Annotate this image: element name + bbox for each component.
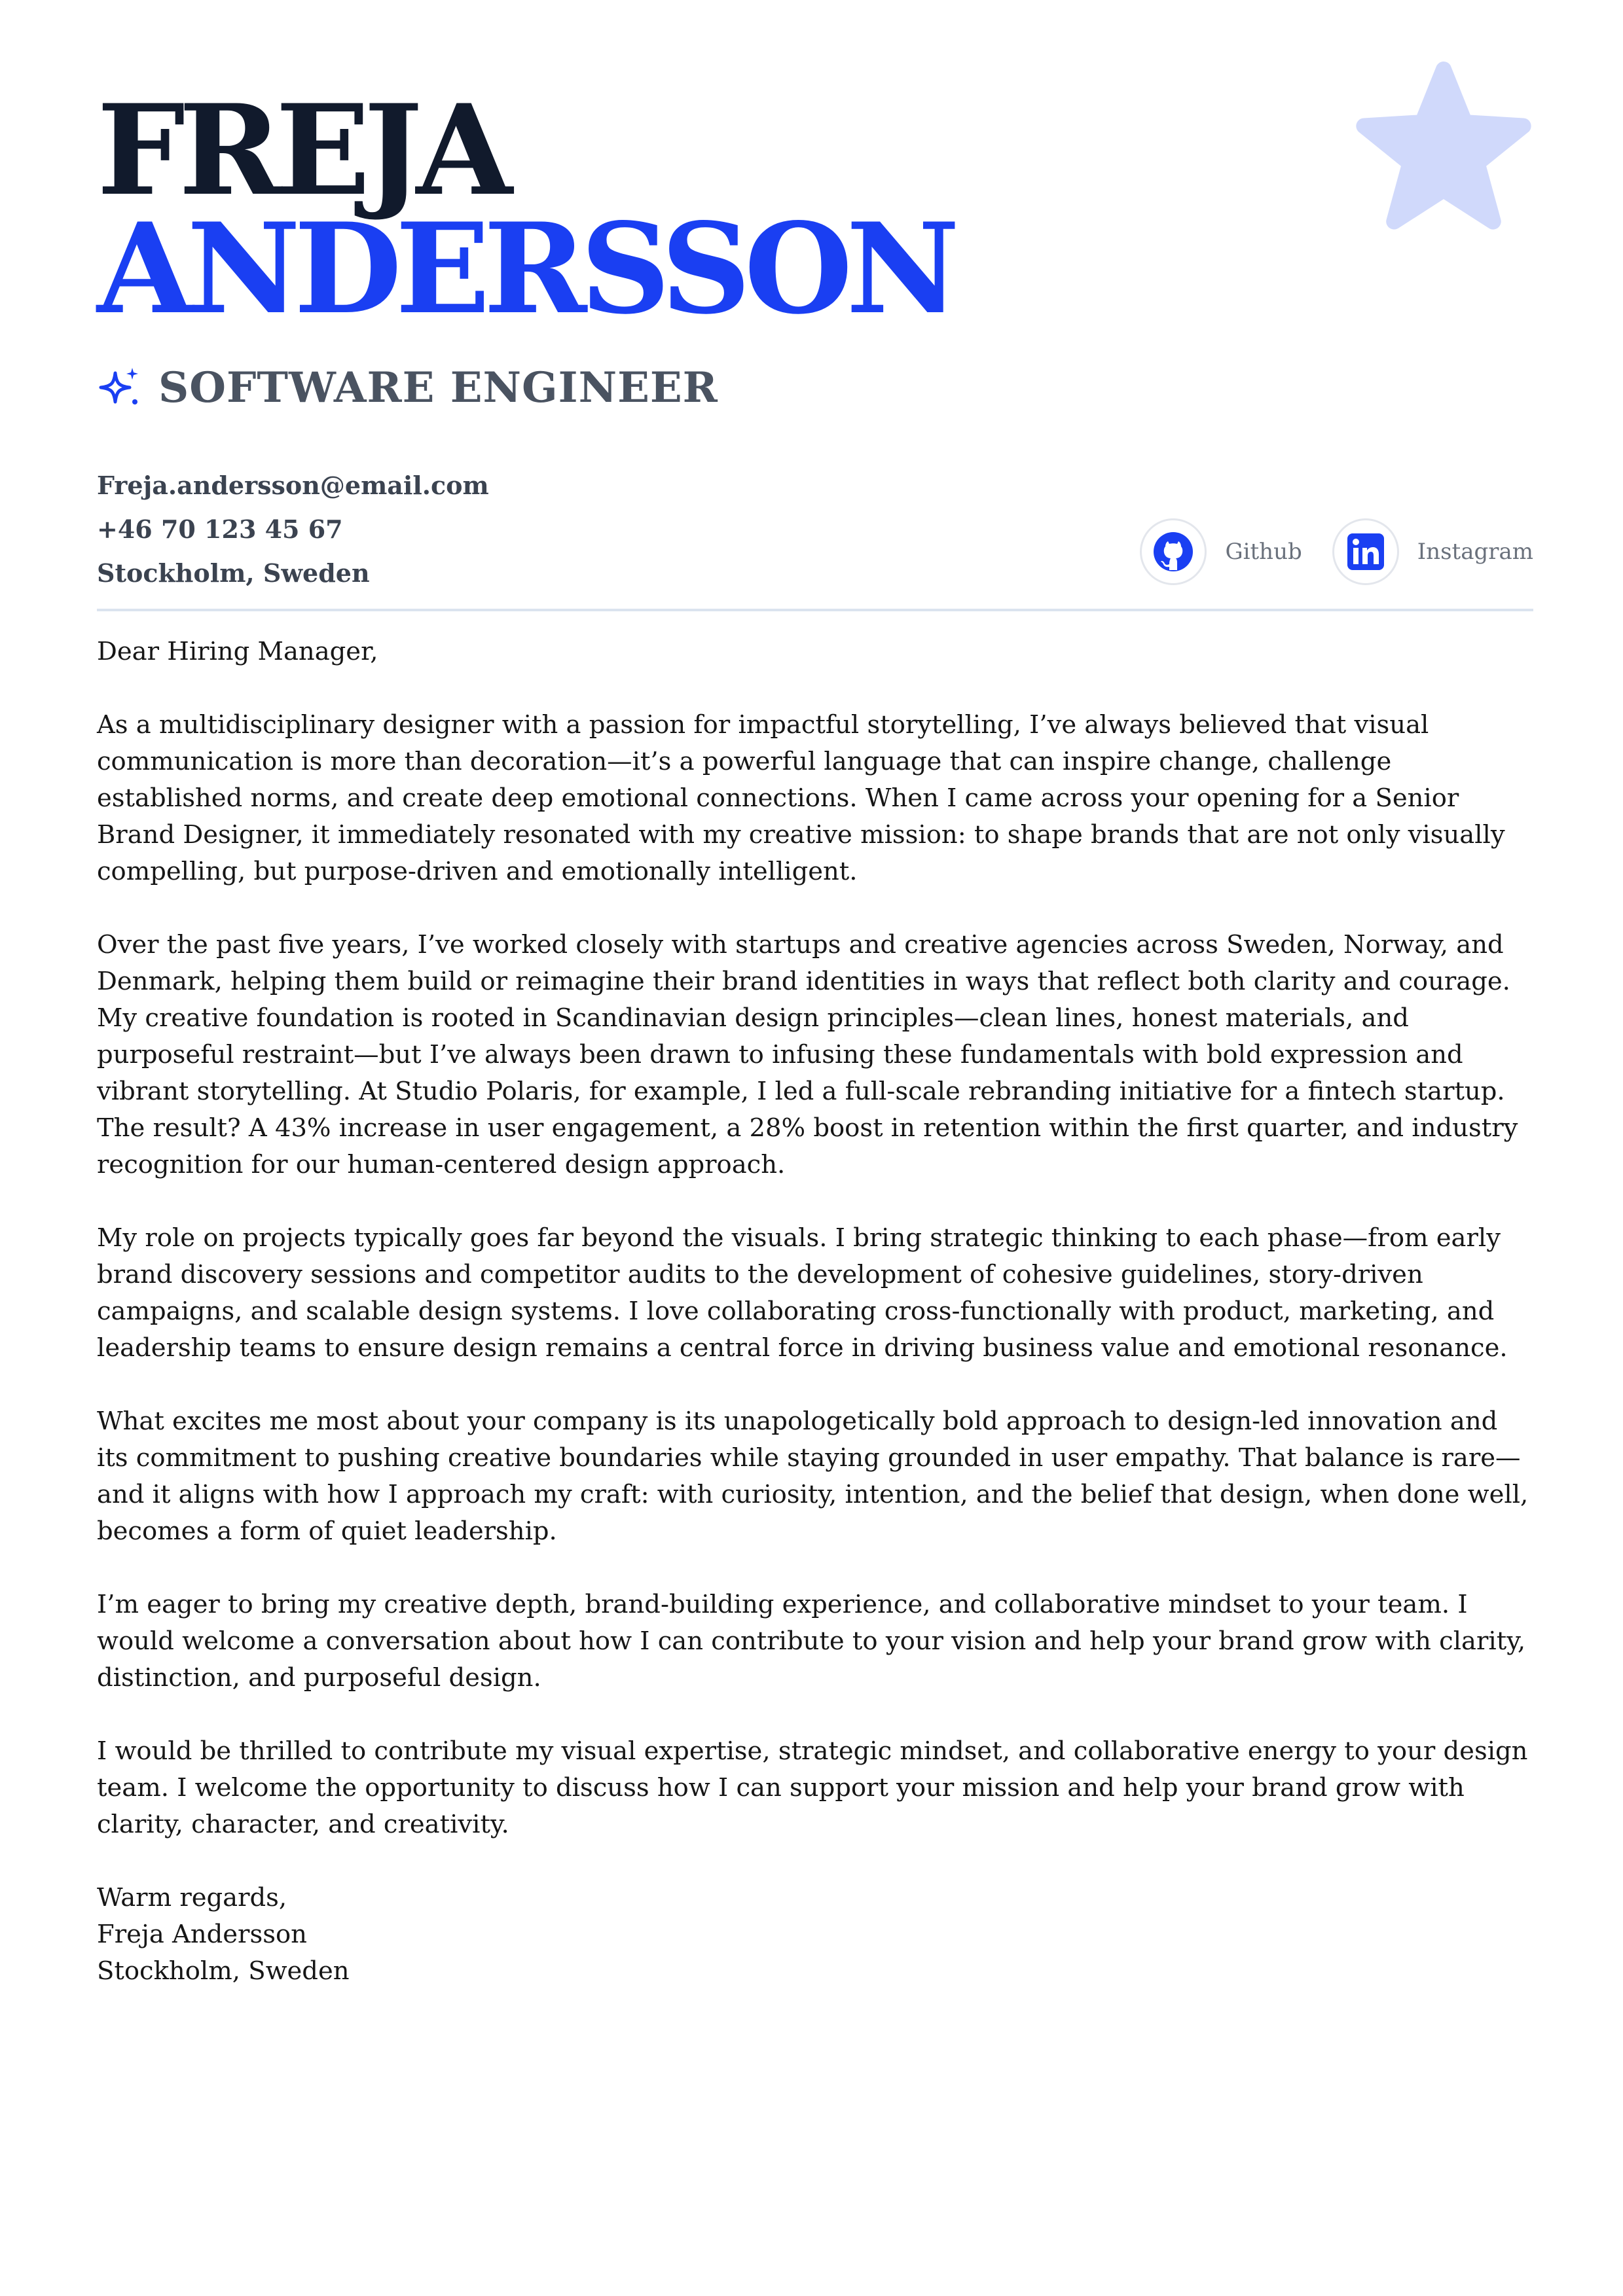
paragraph-1: As a multidisciplinary designer with a passion for impactful storytelling, I’ve always believed that visual communication is more than decoration—it’s a powerful language that can inspire change, challenge established norms, and create deep emotional connections. When I came across your opening for a Senior Brand Designer, it immediately resonated with my creative mission: to shape brands that are not only visually compelling, but purpose-driven and emotionally intelligent.	[97, 710, 1505, 886]
contact-info	[97, 463, 489, 595]
email-address[interactable]: Freja.andersson@email.com	[97, 471, 489, 500]
sparkle-icon	[97, 365, 143, 411]
paragraph-3: My role on projects typically goes far beyond the visuals. I bring strategic thinking to each phase—from early brand discovery sessions and competitor audits to the development of cohesive guidelines, story-driven campaigns, and scalable design systems. I love collaborating cross-functionally with product, marketing, and leadership teams to ensure design remains a central force in driving business value and emotional resonance.	[97, 1223, 1508, 1363]
github-icon	[1152, 531, 1194, 573]
job-title-row	[97, 363, 718, 412]
paragraph-6: I would be thrilled to contribute my visual expertise, strategic mindset, and collaborative energy to your design team. I welcome the opportunity to discuss how I can support your mission and help your brand grow with clarity, character, and creativity.	[97, 1736, 1528, 1839]
github-label[interactable]: Github	[1225, 539, 1302, 565]
linkedin-icon	[1346, 532, 1385, 571]
star-icon	[1355, 59, 1532, 236]
salutation: Dear Hiring Manager,	[97, 637, 378, 666]
closing-phrase: Warm regards,	[97, 1883, 287, 1912]
closing-block	[97, 1880, 1533, 1990]
last-name: ANDERSSON	[97, 195, 954, 342]
signature-location: Stockholm, Sweden	[97, 1956, 350, 1986]
phone-number[interactable]: +46 70 123 45 67	[97, 514, 343, 544]
instagram-label[interactable]: Instagram	[1417, 539, 1533, 565]
first-name: FREJA	[97, 77, 506, 223]
paragraph-5: I’m eager to bring my creative depth, brand-building experience, and collaborative mindset to your team. I would welcome a conversation about how I can contribute to your vision and help your brand grow with clarity, distinction, and purposeful design.	[97, 1590, 1526, 1693]
linkedin-icon-badge[interactable]	[1332, 518, 1399, 585]
location: Stockholm, Sweden	[97, 558, 370, 588]
letter-body	[97, 634, 1533, 1990]
header-divider	[97, 609, 1533, 611]
github-icon-badge[interactable]	[1140, 518, 1207, 585]
signature-name: Freja Andersson	[97, 1920, 307, 1949]
social-links	[1140, 518, 1533, 585]
paragraph-2: Over the past five years, I’ve worked closely with startups and creative agencies across Sweden, Norway, and Denmark, helping them build or reimagine their brand identities in ways that reflect both clarity and courage. My creative foundation is rooted in Scandinavian design principles—clean lines, honest materials, and purposeful restraint—but I’ve always been drawn to infusing these fundamentals with bold expression and vibrant storytelling. At Studio Polaris, for example, I led a full-scale rebranding initiative for a fintech startup. The result? A 43% increase in user engagement, a 28% boost in retention within the first quarter, and industry recognition for our human-centered design approach.	[97, 930, 1518, 1179]
social-link-github[interactable]	[1140, 518, 1302, 585]
social-link-instagram[interactable]	[1332, 518, 1533, 585]
paragraph-4: What excites me most about your company is its unapologetically bold approach to design-led innovation and its commitment to pushing creative boundaries while staying grounded in user empathy. That balance is rare—and it aligns with how I approach my craft: with curiosity, intention, and the belief that design, when done well, becomes a form of quiet leadership.	[97, 1407, 1529, 1546]
applicant-name	[97, 77, 954, 342]
job-title: SOFTWARE ENGINEER	[158, 363, 718, 412]
